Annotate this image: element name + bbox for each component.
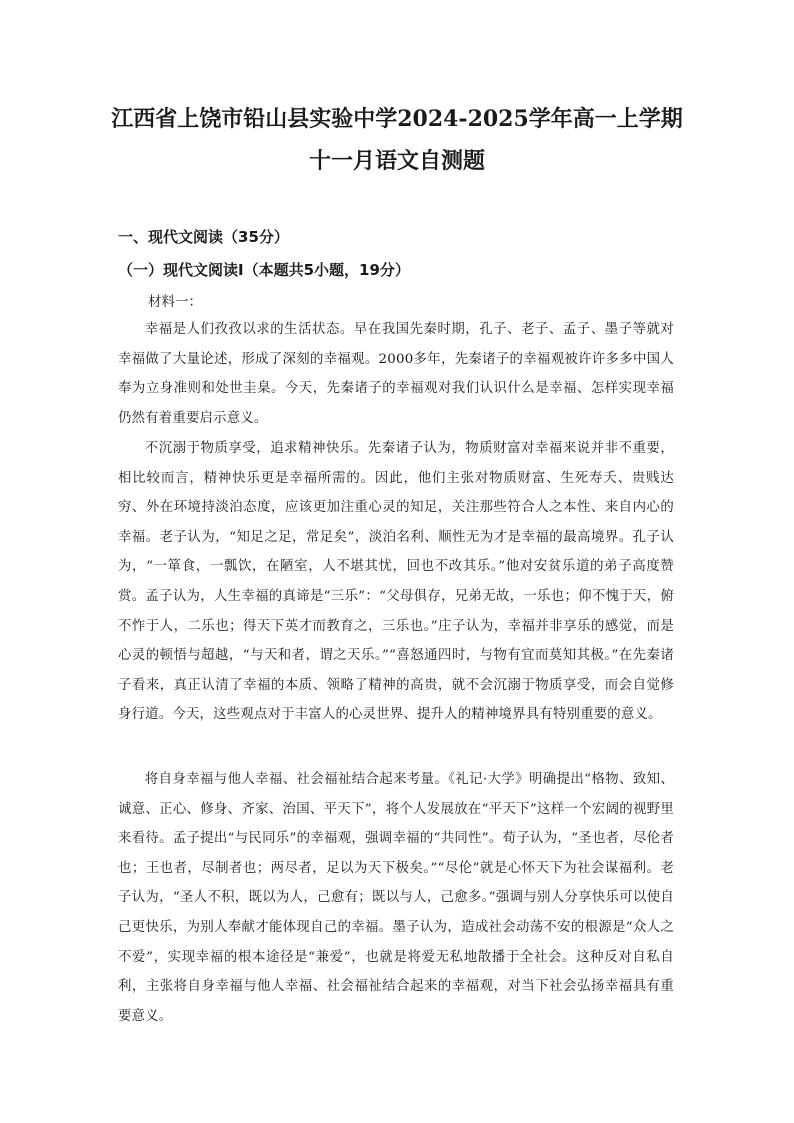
material-label: 材料一： [148, 294, 202, 310]
paragraph-intro: 幸福是人们孜孜以求的生活状态。早在我国先秦时期，孔子、老子、孟子、墨子等就对幸福做了大量论述，形成了深刻的幸福观。2000多年，先秦诸子的幸福观被许许多多中国人奉为立身准则和处世圭臬。今天，先秦诸子的幸福观对我们认识什么是幸福、怎样实现幸福仍然有着重要启示意义。 [118, 322, 674, 426]
subsection-heading: （一）现代文阅读Ⅰ（本题共5小题，19分） [118, 261, 410, 279]
document-title-line1: 江西省上饶市铅山县实验中学2024-2025学年高一上学期 [111, 106, 683, 132]
document-title-line2: 十一月语文自测题 [308, 148, 485, 174]
paragraph-spiritual-joy: 不沉溺于物质享受，追求精神快乐。先秦诸子认为，物质财富对幸福来说并非不重要，相比较而言，精神快乐更是幸福所需的。因此，他们主张对物质财富、生死寿夭、贵贱达穷、外在环境持淡泊态度，应该更加注重心灵的知足，关注那些符合人之本性、来自内心的幸福。老子认为，“知足之足，常足矣”，淡泊名利、顺性无为才是幸福的最高境界。孔子认为，“一箪食，一瓢饮，在陋室，人不堪其忧，回也不改其乐。”他对安贫乐道的弟子高度赞赏。孟子认为，人生幸福的真谛是“三乐”：“父母俱存，兄弟无故，一乐也；仰不愧于天，俯不怍于人，二乐也；得天下英才而教育之，三乐也。”庄子认为，幸福并非享乐的感觉，而是心灵的顿悟与超越，“与天和者，谓之天乐。”“喜怒通四时，与物有宜而莫知其极。”在先秦诸子看来，真正认清了幸福的本质、领略了精神的高贵，就不会沉溺于物质享受，而会自觉修身行道。今天，这些观点对于丰富人的心灵世界、提升人的精神境界具有特别重要的意义。 [118, 441, 674, 723]
section-heading: 一、现代文阅读（35分） [118, 228, 289, 246]
paragraph-social-welfare: 将自身幸福与他人幸福、社会福祉结合起来考量。《礼记·大学》明确提出“格物、致知、诚意、正心、修身、齐家、治国、平天下”，将个人发展放在“平天下”这样一个宏阔的视野里来看待。孟子提出“与民同乐”的幸福观，强调幸福的“共同性”。荀子认为，“圣也者，尽伦者也；王也者，尽制者也；两尽者，足以为天下极矣。”“尽伦”就是心怀天下为社会谋福利。老子认为，“圣人不积，既以为人，己愈有；既以与人，己愈多。”强调与别人分享快乐可以使自己更快乐，为别人奉献才能体现自己的幸福。墨子认为，造成社会动荡不安的根源是“众人之不爱”，实现幸福的根本途径是“兼爱”，也就是将爱无私地散播于全社会。这种反对自私自利，主张将自身幸福与他人幸福、社会福祉结合起来的幸福观，对当下社会弘扬幸福具有重要意义。 [118, 772, 674, 1024]
